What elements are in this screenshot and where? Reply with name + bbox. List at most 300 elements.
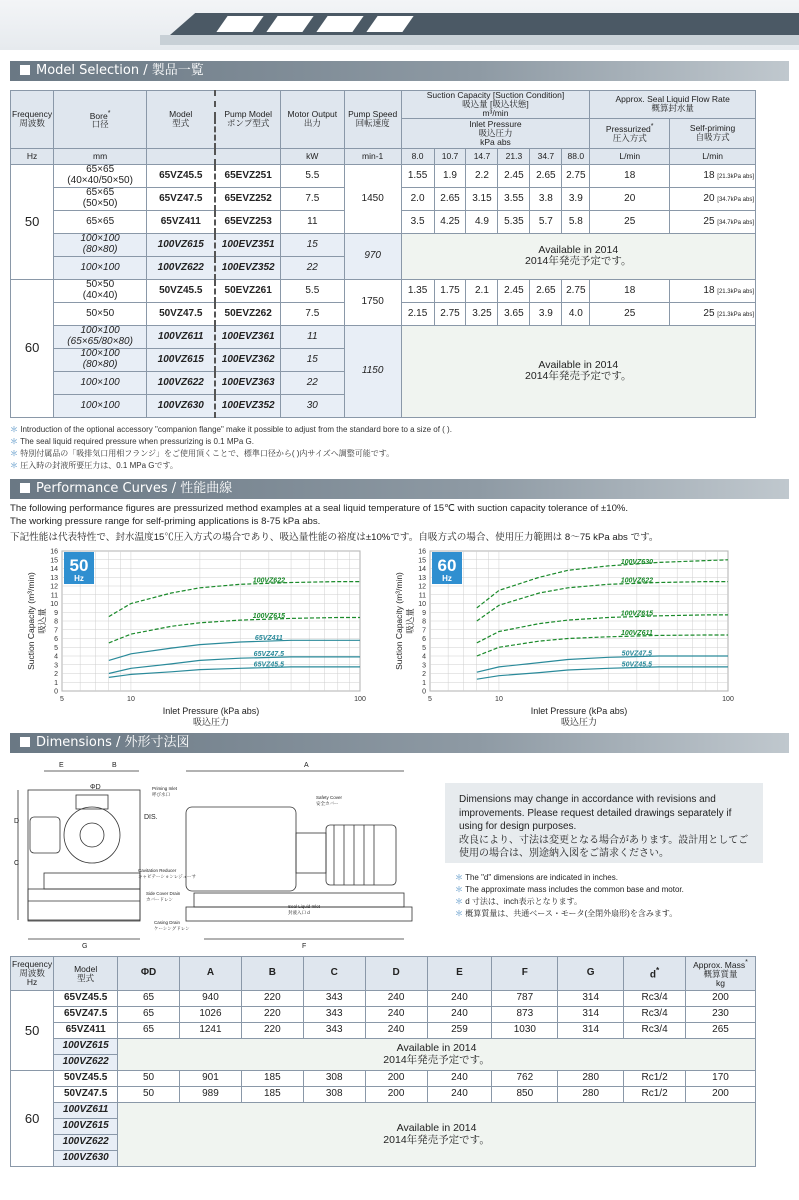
model-cell: 100VZ611	[147, 325, 216, 348]
section-title-text: Dimensions / 外形寸法図	[36, 735, 190, 750]
pump-cell: 100EVZ352	[215, 394, 280, 417]
series-label: 65VZ47.5	[253, 651, 285, 659]
header-pump-speed: Pump Speed 回転速度	[344, 91, 401, 149]
pump-cell: 100EVZ351	[215, 233, 280, 256]
pump-cell: 50EVZ261	[215, 279, 280, 302]
value-cell: 2.75	[562, 164, 590, 187]
self-priming-cell: 25 [34.7kPa abs]	[670, 210, 756, 233]
y-tick-label: 0	[422, 688, 426, 696]
unit-rpm: min-1	[344, 148, 401, 164]
pump-dimension-drawing	[14, 755, 439, 950]
x-axis-label: Inlet Pressure (kPa abs)	[162, 706, 260, 716]
pressurized-cell: 25	[590, 210, 670, 233]
value-cell: 2.65	[530, 164, 562, 187]
x-tick-label: 10	[495, 696, 503, 703]
value-cell: 65	[118, 991, 180, 1007]
dim-label-d: D	[14, 818, 20, 825]
value-cell: 259	[427, 1023, 492, 1039]
value-cell: 3.5	[401, 210, 434, 233]
available-2014-note: Available in 2014 2014年発売予定です。	[118, 1103, 756, 1167]
model-cell: 100VZ630	[54, 1151, 118, 1167]
label-safety-cover: Safety Cover	[316, 795, 343, 800]
table-row	[11, 1039, 756, 1055]
value-cell: 200	[365, 1087, 427, 1103]
dim-label-c: C	[14, 860, 20, 867]
x-tick-label: 100	[354, 696, 366, 703]
pressurized-cell: 18	[590, 164, 670, 187]
series-label: 100VZ622	[620, 577, 654, 585]
x-axis-label-jp: 吸込圧力	[560, 717, 598, 727]
model-cell: 65VZ47.5	[54, 1007, 118, 1023]
label-casing-drain: Casing Drain	[154, 920, 181, 925]
bore-cell: 100×100 (80×80)	[54, 233, 147, 256]
y-tick-label: 4	[422, 653, 426, 661]
pump-casing-circle	[64, 807, 120, 863]
y-tick-label: 13	[418, 574, 426, 582]
header-frequency: Frequency 周波数 Hz	[11, 957, 54, 991]
pump-cell: 65EVZ253	[215, 210, 280, 233]
x-tick-label: 10	[127, 696, 135, 703]
freq-50: 50	[11, 991, 54, 1071]
label-seal-liquid-inlet: Seal Liquid Inlet	[288, 904, 321, 909]
header-a: A	[180, 957, 242, 991]
value-cell: 343	[303, 991, 365, 1007]
value-cell: 2.65	[530, 279, 562, 302]
frequency-badge-value: 60	[437, 556, 457, 575]
speed-cell: 1450	[344, 164, 401, 233]
model-cell: 100VZ615	[54, 1039, 118, 1055]
dim-label-e: E	[59, 762, 64, 769]
value-cell: 2.2	[466, 164, 498, 187]
y-tick-label: 5	[54, 644, 58, 652]
model-cell: 100VZ622	[54, 1055, 118, 1071]
value-cell: 314	[558, 1007, 624, 1023]
y-tick-label: 2	[422, 671, 426, 678]
y-tick-label: 10	[418, 601, 426, 608]
value-cell: 65	[118, 1007, 180, 1023]
pressurized-cell: 25	[590, 302, 670, 325]
freq-50: 50	[11, 164, 54, 279]
table-row	[11, 991, 756, 1007]
y-tick-label: 14	[418, 566, 426, 573]
series-label: 100VZ615	[252, 613, 286, 621]
value-cell: Rc3/4	[624, 1007, 686, 1023]
value-cell: 4.0	[562, 302, 590, 325]
table-row	[11, 1023, 756, 1039]
coupling-guard	[296, 833, 326, 873]
dimensions-notice-en: Dimensions may change in accordance with revisions and improvements. Please request detailed drawings separately if using for design purposes.	[459, 794, 732, 832]
motor-body	[326, 825, 396, 885]
table-row	[11, 1007, 756, 1023]
y-tick-label: 15	[418, 557, 426, 565]
dimension-note: ＊ The approximate mass includes the common base and motor.	[455, 885, 684, 894]
value-cell: 5.7	[530, 210, 562, 233]
table-row	[11, 325, 756, 348]
value-cell: 1.35	[401, 279, 434, 302]
header-pressurized: Pressurized* 圧入方式	[590, 118, 670, 148]
speed-cell: 1150	[344, 325, 401, 417]
y-tick-label: 1	[422, 679, 426, 687]
value-cell: 240	[365, 1023, 427, 1039]
header-c: C	[303, 957, 365, 991]
y-tick-label: 3	[422, 662, 426, 670]
model-cell: 50VZ47.5	[147, 302, 216, 325]
kw-cell: 15	[280, 348, 344, 371]
x-tick-label: 5	[60, 696, 64, 703]
speed-cell: 970	[344, 233, 401, 279]
value-cell: 873	[492, 1007, 558, 1023]
self-priming-cell: 18 [21.3kPa abs]	[670, 279, 756, 302]
y-tick-label: 13	[50, 574, 58, 582]
y-tick-label: 7	[422, 627, 426, 635]
bullet-square-icon	[20, 737, 30, 747]
table-row	[11, 164, 756, 187]
pump-body-side	[186, 807, 296, 891]
x-axis-label: Inlet Pressure (kPa abs)	[530, 706, 628, 716]
value-cell: 240	[427, 1071, 492, 1087]
unit-kw: kW	[280, 148, 344, 164]
value-cell: 3.9	[530, 302, 562, 325]
self-priming-cell: 20 [34.7kPa abs]	[670, 187, 756, 210]
value-cell: 762	[492, 1071, 558, 1087]
value-cell: 240	[427, 1087, 492, 1103]
model-cell: 65VZ45.5	[147, 164, 216, 187]
series-label: 100VZ622	[252, 577, 286, 585]
freq-60: 60	[11, 1071, 54, 1167]
model-cell: 100VZ622	[147, 371, 216, 394]
model-cell: 65VZ411	[147, 210, 216, 233]
table-row	[11, 1071, 756, 1087]
dimensions-table	[10, 956, 756, 1167]
kw-cell: 11	[280, 325, 344, 348]
y-axis-label-jp: 吸込量	[405, 608, 415, 634]
y-tick-label: 0	[54, 688, 58, 696]
dim-label-f: F	[302, 943, 307, 950]
y-tick-label: 12	[418, 583, 426, 591]
value-cell: 220	[241, 991, 303, 1007]
value-cell: 314	[558, 991, 624, 1007]
value-cell: 50	[118, 1087, 180, 1103]
kw-cell: 22	[280, 256, 344, 279]
pump-cell: 65EVZ251	[215, 164, 280, 187]
value-cell: 200	[686, 991, 756, 1007]
value-cell: Rc3/4	[624, 991, 686, 1007]
dimension-note: ＊ The "d" dimensions are indicated in inches.	[455, 873, 618, 882]
freq-60: 60	[11, 279, 54, 417]
value-cell: 2.75	[434, 302, 466, 325]
kw-cell: 5.5	[280, 164, 344, 187]
value-cell: Rc1/2	[624, 1071, 686, 1087]
header-inlet-pressure: Inlet Pressure 吸込圧力 kPa abs	[401, 118, 590, 148]
pump-cell: 100EVZ363	[215, 371, 280, 394]
value-cell: 2.15	[401, 302, 434, 325]
value-cell: 220	[241, 1007, 303, 1023]
value-cell: 50	[118, 1071, 180, 1087]
pump-shaft-circle	[80, 823, 104, 847]
pressure-col: 21.3	[498, 148, 530, 164]
model-selection-table	[10, 90, 756, 418]
available-2014-note: Available in 2014 2014年発売予定です。	[118, 1039, 756, 1071]
label-seal-liquid-inlet-jp: 封液入口 d	[288, 910, 310, 915]
table-note: ＊ Introduction of the optional accessory "companion flange" make it possible to adjust from the standard bore to a size of ( ).	[10, 425, 452, 434]
performance-chart-50hz	[20, 543, 380, 728]
y-tick-label: 5	[422, 644, 426, 652]
y-tick-label: 16	[50, 548, 58, 556]
value-cell: Rc1/2	[624, 1087, 686, 1103]
value-cell: 185	[241, 1071, 303, 1087]
value-cell: 2.0	[401, 187, 434, 210]
y-axis-label: Suction Capacity (m³/min)	[26, 572, 36, 670]
bore-cell: 100×100	[54, 256, 147, 279]
pump-cell: 65EVZ252	[215, 187, 280, 210]
value-cell: 901	[180, 1071, 242, 1087]
kw-cell: 15	[280, 233, 344, 256]
bore-cell: 100×100 (65×65/80×80)	[54, 325, 147, 348]
y-tick-label: 1	[54, 679, 58, 687]
section-title-model-selection	[10, 61, 789, 81]
value-cell: 280	[558, 1071, 624, 1087]
header-model: Model 型式	[147, 91, 216, 149]
model-cell: 100VZ615	[54, 1119, 118, 1135]
value-cell: 1030	[492, 1023, 558, 1039]
x-axis-label-jp: 吸込圧力	[192, 717, 230, 727]
dim-label-dis: DIS.	[144, 814, 158, 821]
header-phid: ΦD	[118, 957, 180, 991]
kw-cell: 5.5	[280, 279, 344, 302]
bullet-square-icon	[20, 483, 30, 493]
unit-blank	[215, 148, 280, 164]
self-priming-cell: 18 [21.3kPa abs]	[670, 164, 756, 187]
header-small-d: d*	[624, 957, 686, 991]
bullet-square-icon	[20, 65, 30, 75]
label-priming-inlet: Priming Inlet	[152, 786, 178, 791]
label-side-cover-drain-jp: カバードレン	[146, 897, 173, 902]
front-view-outline	[28, 790, 140, 920]
dim-label-phid: ΦD	[90, 784, 101, 791]
value-cell: 787	[492, 991, 558, 1007]
bore-cell: 100×100	[54, 371, 147, 394]
bore-cell: 100×100 (80×80)	[54, 348, 147, 371]
header-f: F	[492, 957, 558, 991]
bore-cell: 65×65	[54, 210, 147, 233]
x-tick-label: 5	[428, 696, 432, 703]
value-cell: 2.45	[498, 164, 530, 187]
performance-text: 下記性能は代表特性で、封水温度15℃圧入方式の場合であり、吸込量性能の裕度は±10%です。自吸方式の場合、使用圧力範囲は 8～75 kPa abs です。	[10, 532, 659, 543]
self-priming-cell: 25 [21.3kPa abs]	[670, 302, 756, 325]
value-cell: Rc3/4	[624, 1023, 686, 1039]
unit-hz: Hz	[11, 148, 54, 164]
pressurized-cell: 20	[590, 187, 670, 210]
kw-cell: 11	[280, 210, 344, 233]
pedestal	[44, 873, 140, 889]
model-cell: 100VZ622	[147, 256, 216, 279]
value-cell: 1.55	[401, 164, 434, 187]
y-tick-label: 8	[54, 618, 58, 626]
series-label: 65VZ411	[254, 635, 283, 642]
header-sub-band	[160, 35, 799, 45]
kw-cell: 7.5	[280, 302, 344, 325]
y-tick-label: 2	[54, 671, 58, 678]
dimension-note: ＊ d 寸法は、inch表示となります。	[455, 897, 582, 906]
series-label: 50VZ47.5	[621, 650, 653, 658]
header-d: D	[365, 957, 427, 991]
pump-cell: 100EVZ361	[215, 325, 280, 348]
frequency-badge-unit: Hz	[74, 574, 84, 583]
header-self-priming: Self-priming 自吸方式	[670, 118, 756, 148]
header-frequency: Frequency 周波数	[11, 91, 54, 149]
y-tick-label: 3	[54, 662, 58, 670]
value-cell: 3.55	[498, 187, 530, 210]
y-axis-label-jp: 吸込量	[37, 608, 47, 634]
header-suction-capacity: Suction Capacity [Suction Condition] 吸込量 [吸込状態] m³/min	[401, 91, 590, 119]
header-bore: Bore* 口径	[54, 91, 147, 149]
model-cell: 50VZ45.5	[54, 1071, 118, 1087]
series-label: 50VZ45.5	[621, 661, 653, 669]
header-pump-model: Pump Model ポンプ型式	[215, 91, 280, 149]
pump-cell: 50EVZ262	[215, 302, 280, 325]
y-tick-label: 8	[422, 618, 426, 626]
dim-label-g: G	[82, 943, 88, 950]
unit-blank	[147, 148, 216, 164]
value-cell: 4.9	[466, 210, 498, 233]
value-cell: 2.65	[434, 187, 466, 210]
value-cell: 265	[686, 1023, 756, 1039]
header-stripes	[170, 13, 799, 35]
header-band	[0, 0, 799, 50]
model-cell: 100VZ615	[147, 233, 216, 256]
header-b: B	[241, 957, 303, 991]
pressurized-cell: 18	[590, 279, 670, 302]
frequency-badge-value: 50	[69, 556, 89, 575]
value-cell: 3.15	[466, 187, 498, 210]
table-note: ＊ 特別付属品の「吸排気口用相フランジ」をご使用頂くことで、標準口径から( )内サイズへ調整可能です。	[10, 449, 395, 458]
available-2014-note: Available in 2014 2014年発売予定です。	[401, 233, 755, 279]
base-front	[28, 889, 140, 921]
pressure-col: 88.0	[562, 148, 590, 164]
performance-text: The working pressure range for self-priming applications is 8-75 kPa abs.	[10, 516, 321, 527]
value-cell: 240	[365, 991, 427, 1007]
header-model: Model 型式	[54, 957, 118, 991]
value-cell: 343	[303, 1007, 365, 1023]
value-cell: 3.25	[466, 302, 498, 325]
section-title-text: Model Selection / 製品一覧	[36, 63, 204, 78]
value-cell: 308	[303, 1087, 365, 1103]
y-tick-label: 6	[422, 636, 426, 643]
value-cell: 3.65	[498, 302, 530, 325]
pressure-col: 34.7	[530, 148, 562, 164]
value-cell: 2.75	[562, 279, 590, 302]
value-cell: 850	[492, 1087, 558, 1103]
available-2014-note: Available in 2014 2014年発売予定です。	[401, 325, 755, 417]
value-cell: 5.8	[562, 210, 590, 233]
dim-label-a: A	[304, 762, 309, 769]
value-cell: 3.8	[530, 187, 562, 210]
value-cell: 3.9	[562, 187, 590, 210]
value-cell: 240	[365, 1007, 427, 1023]
y-tick-label: 9	[422, 609, 426, 617]
table-row	[11, 1103, 756, 1119]
bore-cell: 65×65 (40×40/50×50)	[54, 164, 147, 187]
suction-flange	[30, 817, 60, 853]
bore-cell: 65×65 (50×50)	[54, 187, 147, 210]
model-cell: 100VZ622	[54, 1135, 118, 1151]
table-row	[11, 279, 756, 302]
y-tick-label: 14	[50, 566, 58, 573]
unit-lmin: L/min	[670, 148, 756, 164]
bore-cell: 100×100	[54, 394, 147, 417]
kw-cell: 22	[280, 371, 344, 394]
series-label: 100VZ611	[620, 629, 653, 637]
label-safety-cover-jp: 安全カバー	[316, 801, 339, 806]
unit-mm: mm	[54, 148, 147, 164]
x-tick-label: 100	[722, 696, 734, 703]
section-title-dimensions	[10, 733, 789, 753]
value-cell: 1241	[180, 1023, 242, 1039]
y-axis-label: Suction Capacity (m³/min)	[394, 572, 404, 670]
series-label: 100VZ615	[620, 610, 654, 618]
value-cell: 220	[241, 1023, 303, 1039]
dimensions-notice-jp: 改良により、寸法は変更となる場合があります。設計用としてご使用の場合は、別途納入図をご請求ください。	[459, 834, 749, 859]
value-cell: 240	[427, 1007, 492, 1023]
header-e: E	[427, 957, 492, 991]
section-title-performance	[10, 479, 789, 499]
value-cell: 308	[303, 1071, 365, 1087]
table-row	[11, 233, 756, 256]
label-cavitation-reducer: Cavitation Reducer	[138, 868, 177, 873]
value-cell: 2.1	[466, 279, 498, 302]
value-cell: 230	[686, 1007, 756, 1023]
value-cell: 940	[180, 991, 242, 1007]
model-cell: 65VZ47.5	[147, 187, 216, 210]
frequency-badge-unit: Hz	[442, 574, 452, 583]
y-tick-label: 11	[50, 592, 58, 600]
header-seal-flow: Approx. Seal Liquid Flow Rate 概算封水量	[590, 91, 756, 119]
value-cell: 170	[686, 1071, 756, 1087]
value-cell: 1.75	[434, 279, 466, 302]
value-cell: 1026	[180, 1007, 242, 1023]
table-note: ＊ 圧入時の封液所要圧力は、0.1 MPa Gです。	[10, 461, 178, 470]
y-tick-label: 15	[50, 557, 58, 565]
y-tick-label: 11	[418, 592, 426, 600]
header-g: G	[558, 957, 624, 991]
value-cell: 65	[118, 1023, 180, 1039]
unit-lmin: L/min	[590, 148, 670, 164]
value-cell: 185	[241, 1087, 303, 1103]
value-cell: 314	[558, 1023, 624, 1039]
bore-cell: 50×50 (40×40)	[54, 279, 147, 302]
bore-cell: 50×50	[54, 302, 147, 325]
dimensions-notice-box	[445, 783, 763, 863]
header-mass: Approx. Mass* 概算質量 kg	[686, 957, 756, 991]
y-tick-label: 7	[54, 627, 58, 635]
value-cell: 240	[427, 991, 492, 1007]
pump-cell: 100EVZ352	[215, 256, 280, 279]
dim-label-b: B	[112, 762, 117, 769]
section-title-text: Performance Curves / 性能曲線	[36, 481, 233, 496]
value-cell: 989	[180, 1087, 242, 1103]
kw-cell: 7.5	[280, 187, 344, 210]
series-label: 65VZ45.5	[253, 661, 285, 669]
pressure-col: 10.7	[434, 148, 466, 164]
pressure-col: 14.7	[466, 148, 498, 164]
label-side-cover-drain: Side Cover Drain	[146, 891, 181, 896]
model-cell: 65VZ45.5	[54, 991, 118, 1007]
model-cell: 50VZ45.5	[147, 279, 216, 302]
header-motor-output: Motor Output 出力	[280, 91, 344, 149]
model-cell: 100VZ630	[147, 394, 216, 417]
dimension-note: ＊ 概算質量は、共通ベース・モータ(全閉外扇形)を含みます。	[455, 909, 678, 918]
model-cell: 65VZ411	[54, 1023, 118, 1039]
